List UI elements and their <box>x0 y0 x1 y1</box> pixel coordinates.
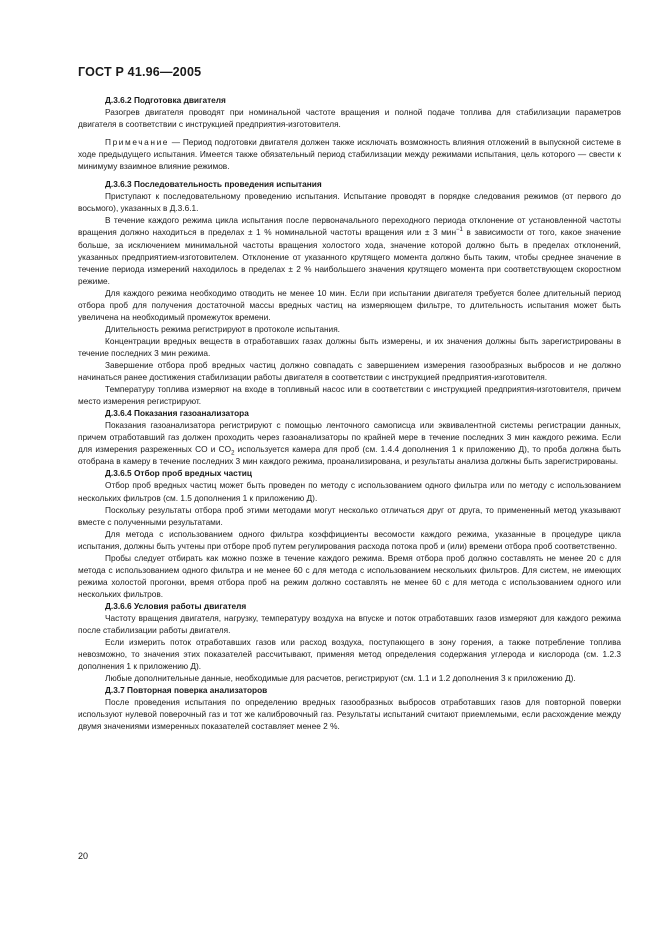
paragraph: Длительность режима регистрируют в протоколе испытания. <box>105 323 340 334</box>
page-number: 20 <box>78 851 89 861</box>
paragraph: После проведения испытания по определению вредных газообразных выбросов отработавших газов для повторной поверки используют нулевой поверочный газ и тот же калибровочный газ. Результаты испытаний считают приемлемыми, если расхождение между двумя значениями измеренных показателей составляет менее 2 %. <box>78 697 621 732</box>
paragraph: Приступают к последовательному проведению испытания. Испытание проводят в порядке следования режимов (от первого до восьмого), указанных в Д.3.6.1. <box>78 191 621 214</box>
section-heading-d3-6-4: Д.3.6.4 Показания газоанализатора <box>105 408 249 419</box>
section-heading-d3-6-2: Д.3.6.2 Подготовка двигателя <box>105 95 226 105</box>
text-run: В течение каждого режима цикла испытания после первоначального переходного периода отклонение от установленной частоты вращения должно находиться в пределах ± 1 % номинальной частоты вращения или ± 3 мин <box>78 215 621 238</box>
section-heading-d3-7: Д.3.7 Повторная поверка анализаторов <box>105 685 268 696</box>
text-run: в зависимости от того, какое значение больше, за исключением минимальной частоты вращения холостого хода, значение которой должно быть в пределах отклонений, указанных предприятием-изготовителем. Отклонение от указанного крутящего момента должно быть таким, чтобы среднее значение в течение периода измерений находилось в пределах ± 2 % наибольшего значения крутящего момента при соответствующем скоростном режиме. <box>78 227 621 286</box>
paragraph: Пробы следует отбирать как можно позже в течение каждого режима. Время отбора проб должно составлять не менее 20 с для метода с использованием одного фильтра и не менее 60 с для метода с использованием нескольких фильтров. Для систем, не имеющих режима холостой прогонки, время отбора проб на режим должно составлять не менее 60 с для метода с использованием одного или нескольких фильтров. <box>78 552 621 599</box>
paragraph: Концентрации вредных веществ в отработавших газах должны быть измерены, и их значения должны быть зарегистрированы в течение последних 3 мин режима. <box>78 335 621 358</box>
section-heading-d3-6-6: Д.3.6.6 Условия работы двигателя <box>105 600 247 611</box>
text-run: используется камера для проб (см. 1.4.4 дополнения 1 к приложению Д), то проба должна быть отобрана в камеру в течение последних 3 мин каждого режима, проанализирована, и результаты анализа должны быть зарегистрированы. <box>78 444 621 467</box>
subscript: 2 <box>231 450 235 457</box>
paragraph <box>78 214 621 286</box>
paragraph <box>78 419 621 467</box>
note-label: Примечание <box>105 137 170 148</box>
note-text: — Период подготовки двигателя должен также исключать возможность влияния отложений в выпускной системе в ходе предыдущего испытания. Имеется также обязательный период стабилизации между режимами испытания, цель которого — свести к минимуму взаимное влияние режимов. <box>78 137 621 172</box>
paragraph: Для метода с использованием одного фильтра коэффициенты весомости каждого режима, указанные в процедуре цикла испытания, должны быть учтены при отборе проб путем регулирования расхода потока проб и (или) времени отбора проб соответственно. <box>78 528 621 551</box>
paragraph: Температуру топлива измеряют на входе в топливный насос или в соответствии с инструкцией предприятия-изготовителя, причем место измерения регистрируют. <box>78 384 621 407</box>
document-header: ГОСТ Р 41.96—2005 <box>78 65 202 79</box>
page-body <box>78 94 621 732</box>
section-heading-d3-6-5: Д.3.6.5 Отбор проб вредных частиц <box>105 468 253 479</box>
paragraph: Поскольку результаты отбора проб этими методами могут несколько отличаться друг от друга, то примененный метод указывают вместе с полученными результатами. <box>78 504 621 527</box>
paragraph: Завершение отбора проб вредных частиц должно совпадать с завершением измерения газообразных выбросов и не должно начинаться ранее достижения стабилизации работы двигателя в соответствии с инструкцией предприятия-изготовителя. <box>78 359 621 383</box>
section-heading-d3-6-3: Д.3.6.3 Последовательность проведения испытания <box>105 179 322 190</box>
paragraph: Для каждого режима необходимо отводить не менее 10 мин. Если при испытании двигателя требуется более длительный период отбора проб для получения достаточной массы вредных частиц на измеряющем фильтре, то длительность испытания может быть увеличена на необходимый промежуток времени. <box>78 287 621 322</box>
paragraph: Частоту вращения двигателя, нагрузку, температуру воздуха на впуске и поток отработавших газов измеряют для каждого режима после стабилизации работы двигателя. <box>78 612 621 636</box>
paragraph: Любые дополнительные данные, необходимые для расчетов, регистрируют (см. 1.1 и 1.2 дополнения 3 к приложению Д). <box>105 673 576 684</box>
paragraph: Если измерить поток отработавших газов или расход воздуха, поступающего в зону горения, а также потребление топлива невозможно, то значения этих показателей рассчитывают, применяя метод определения содержания углерода и кислорода (см. 1.2.3 дополнения 1 к приложению Д). <box>78 637 621 672</box>
paragraph: Отбор проб вредных частиц может быть проведен по методу с использованием одного фильтра или по методу с использованием нескольких фильтров (см. 1.5 дополнения 1 к приложению Д). <box>78 480 621 503</box>
paragraph: Разогрев двигателя проводят при номинальной частоте вращения и полной подаче топлива для стабилизации параметров двигателя в соответствии с инструкцией предприятия-изготовителя. <box>78 107 621 130</box>
superscript: −1 <box>456 227 463 234</box>
text-run: Показания газоанализатора регистрируют с помощью ленточного самописца или эквивалентной системы регистрации данных, причем отработавший газ должен проходить через газоанализаторы по крайней мере в течение последних 3 мин каждого режима. Если для измерения разреженных CO и CO <box>78 420 621 455</box>
note-paragraph <box>78 136 621 172</box>
